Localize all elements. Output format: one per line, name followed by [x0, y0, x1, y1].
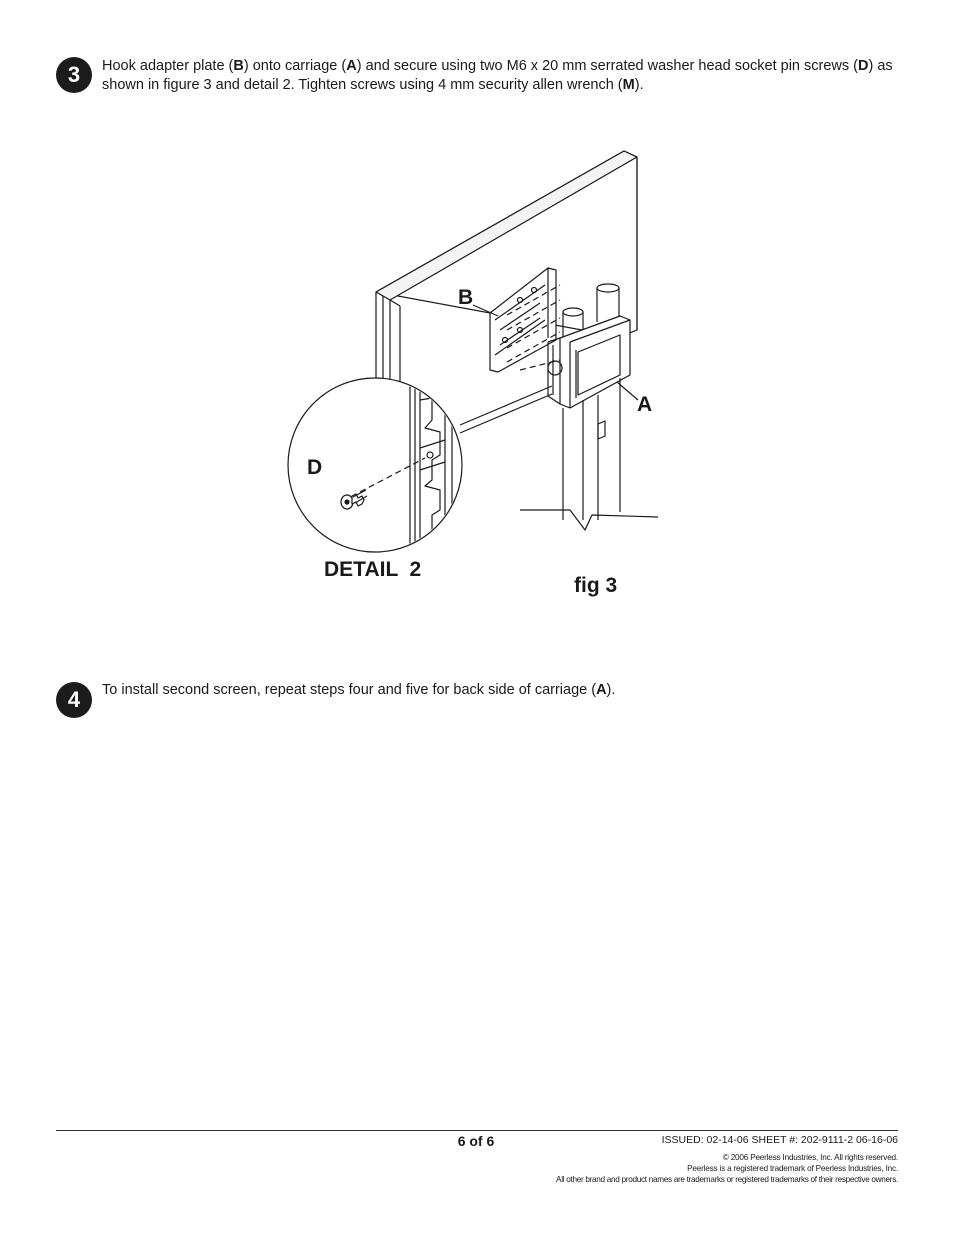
callout-b: B — [458, 286, 474, 309]
part-ref-m: M — [622, 77, 635, 93]
page-number: 6 of 6 — [457, 1133, 495, 1149]
step-3-text-part: ) and secure using two M6 x 20 mm serrated washer head socket pin screws ( — [356, 58, 858, 74]
step-3-text-part: ) as shown in figure 3 and detail 2. Tighten screws using 4 mm security allen wrench ( — [102, 58, 893, 93]
figure-3-drawing — [280, 140, 680, 620]
part-ref-d: D — [858, 58, 869, 74]
fig-3-label: fig 3 — [574, 574, 618, 597]
step-4-text-part: To install second screen, repeat steps four and five for back side of carriage ( — [102, 682, 597, 698]
step-3-text — [102, 57, 902, 95]
issued-info: ISSUED: 02-14-06 SHEET #: 202-9111-2 06-16-06 — [661, 1134, 898, 1146]
break-line — [520, 510, 658, 530]
detail-2-label: DETAIL 2 — [324, 558, 422, 581]
figure-3 — [280, 140, 680, 620]
callout-a: A — [637, 393, 653, 416]
step-3-text-part: Hook adapter plate ( — [102, 58, 234, 74]
step-3-text-part: ). — [634, 77, 644, 93]
step-4-text — [102, 681, 902, 700]
part-ref-b: B — [233, 58, 244, 74]
part-ref-a: A — [346, 58, 357, 74]
trademark-line: Peerless is a registered trademark of Peerless Industries, Inc. — [687, 1164, 898, 1173]
step-3-text-part: ) onto carriage ( — [243, 58, 347, 74]
part-ref-a: A — [596, 682, 607, 698]
copyright-line: © 2006 Peerless Industries, Inc. All rights reserved. — [722, 1153, 898, 1162]
other-trademarks-line: All other brand and product names are trademarks or registered trademarks of their respective owners. — [556, 1175, 898, 1184]
footer-divider — [56, 1130, 898, 1131]
step-3-number: 3 — [67, 62, 81, 87]
step-3-badge — [56, 57, 92, 93]
step-4-text-part: ). — [606, 682, 616, 698]
callout-d: D — [307, 456, 323, 479]
carriage-a — [548, 316, 630, 408]
step-4-badge — [56, 682, 92, 718]
step-4-number: 4 — [67, 687, 81, 712]
